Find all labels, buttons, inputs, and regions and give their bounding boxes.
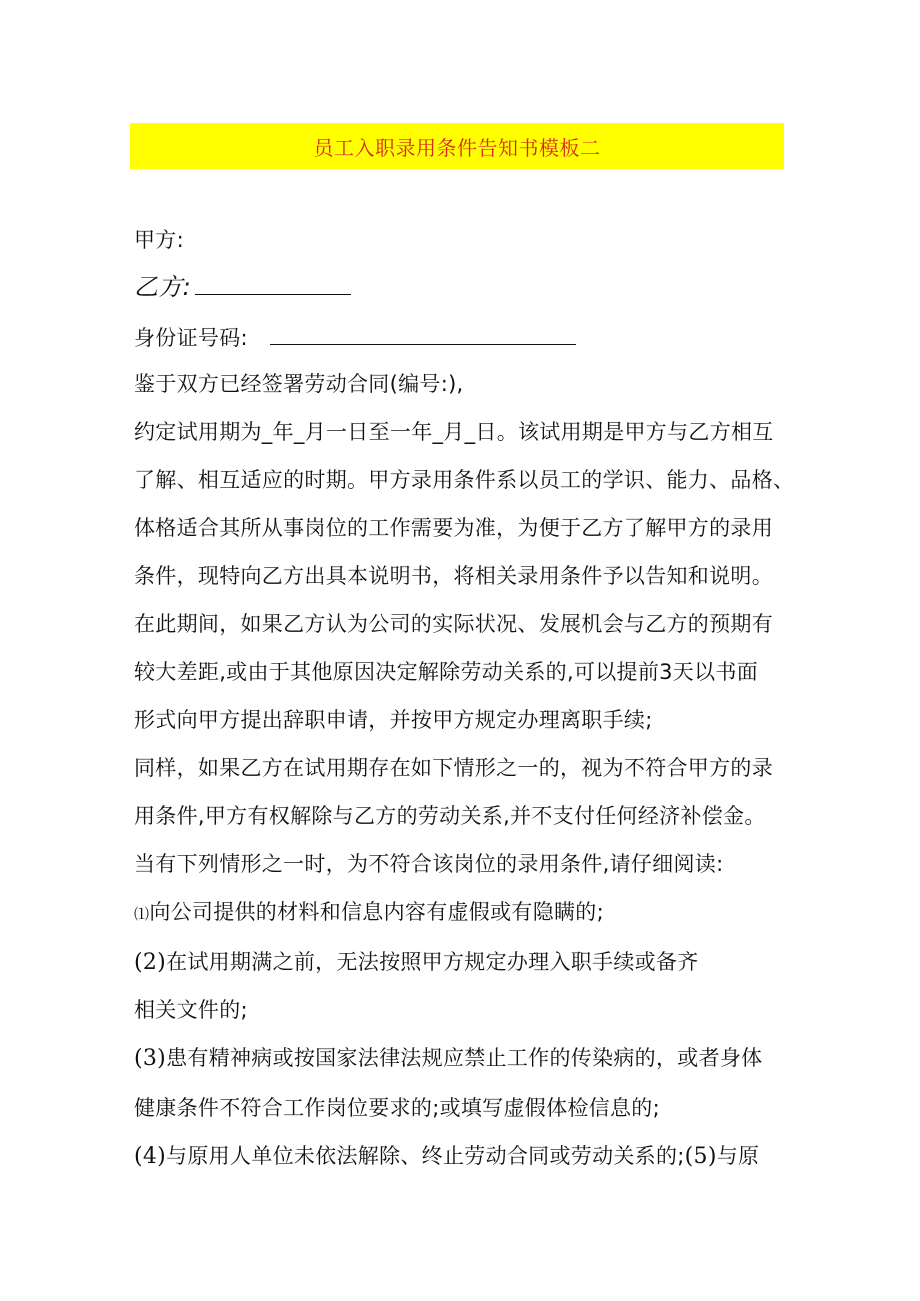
list-item-text: 与原 [716,1144,760,1168]
id-number-blank [270,322,576,345]
list-item-number: (2) [134,950,167,975]
list-item-text: 在试用期满之前，无法按照甲方规定办理入职手续或备齐 [166,950,699,974]
list-item [134,996,248,1025]
document-title: 员工入职录用条件告知书模板二 [313,135,601,160]
body-line: 条件，现特向乙方出具本说明书，将相关录用条件予以告知和说明。 [134,564,773,588]
id-number-label: 身份证号码: [134,326,248,350]
list-item-text: 患有精神病或按国家法律法规应禁止工作的传染病的，或者身体 [166,1046,763,1070]
party-b-blank [195,272,351,295]
body-line: 当有下列情形之一时，为不符合该岗位的录用条件,请仔细阅读: [134,852,724,876]
id-number-line [134,322,576,352]
list-item-text: 与原用人单位未依法解除、终止劳动合同或劳动关系的; [166,1144,685,1168]
list-item-number: (3) [134,1046,167,1071]
body-line: 体格适合其所从事岗位的工作需要为准，为便于乙方了解甲方的录用 [134,516,773,540]
body-line: 形式向甲方提出辞职申请，并按甲方规定办理离职手续; [134,708,653,732]
list-item [134,1044,762,1073]
list-item-number: (5) [684,1144,717,1169]
list-item [134,1094,660,1123]
title-banner [130,123,784,169]
list-item [134,898,604,928]
party-b-label: 乙方: [134,273,191,301]
list-item-number: ⑴ [134,905,150,923]
party-b-line [134,272,351,302]
body-line: 鉴于双方已经签署劳动合同(编号:), [134,372,464,396]
body-line: 了解、相互适应的时期。甲方录用条件系以员工的学识、能力、品格、 [134,468,795,492]
list-item [134,948,699,977]
list-item-text: 向公司提供的材料和信息内容有虚假或有隐瞒的; [149,900,604,924]
list-item [134,1142,759,1171]
body-line: 在此期间，如果乙方认为公司的实际状况、发展机会与乙方的预期有 [134,612,773,636]
body-line: 用条件,甲方有权解除与乙方的劳动关系,并不支付任何经济补偿金。 [134,804,766,828]
party-a-label: 甲方: [134,228,184,252]
list-item-text: 相关文件的; [134,998,248,1022]
body-line: 约定试用期为_年_月一日至一年_月_日。该试用期是甲方与乙方相互 [134,420,774,444]
party-a-line [134,226,184,254]
list-item-text: 健康条件不符合工作岗位要求的;或填写虚假体检信息的; [134,1096,660,1120]
body-line: 较大差距,或由于其他原因决定解除劳动关系的,可以提前3天以书面 [134,660,759,684]
body-line: 同样，如果乙方在试用期存在如下情形之一的，视为不符合甲方的录 [134,756,773,780]
list-item-number: (4) [134,1144,167,1169]
